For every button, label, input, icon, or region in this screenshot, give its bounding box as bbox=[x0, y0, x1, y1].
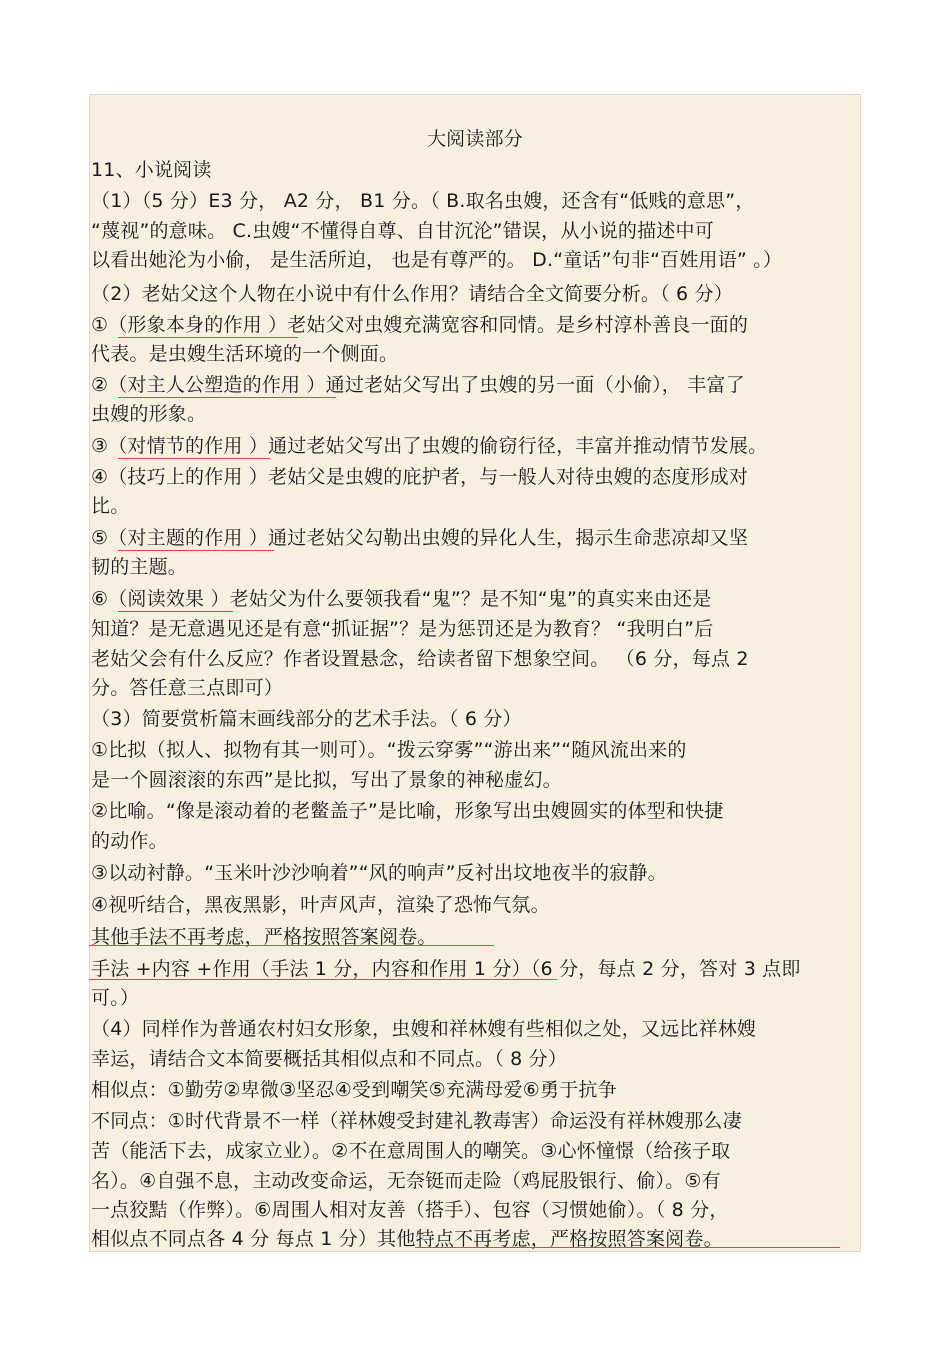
red-underline bbox=[89, 979, 557, 980]
text-line: ③（对情节的作用 ）通过老姑父写出了虫嫂的偷窃行径，丰富并推动情节发展。 bbox=[91, 435, 768, 457]
text-line: “蔑视”的意味。 C.虫嫂“不懂得自尊、自甘沉沦”错误，从小说的描述中可 bbox=[91, 220, 714, 242]
text-line: ②（对主人公塑造的作用 ）通过老姑父写出了虫嫂的另一面（小偷）， 丰富了 bbox=[91, 374, 745, 396]
text-line: 苦（能活下去，成家立业）。②不在意周围人的嘲笑。③心怀憧憬（给孩子取 bbox=[91, 1140, 731, 1162]
text-line: 是一个圆滚滚的东西”是比拟，写出了景象的神秘虚幻。 bbox=[91, 769, 562, 791]
text-line: 比。 bbox=[91, 495, 130, 517]
text-line: 名）。④自强不息，主动改变命运，无奈铤而走险（鸡屁股银行、偷）。⑤有 bbox=[91, 1170, 721, 1192]
text-line: 分。答任意三点即可） bbox=[91, 677, 284, 699]
text-line: 可。） bbox=[91, 987, 140, 1009]
text-line: 以看出她沦为小偷， 是生活所迫， 也是有尊严的。 D.“童话”句非“百姓用语” 。） bbox=[91, 249, 783, 271]
text-line: ⑥（阅读效果 ）老姑父为什么要领我看“鬼”？是不知“鬼”的真实来由还是 bbox=[91, 588, 712, 610]
question-heading: （3）简要赏析篇末画线部分的艺术手法。（ 6 分） bbox=[91, 708, 522, 730]
page-title: 大阅读部分 bbox=[426, 128, 523, 150]
text-line: ①（形象本身的作用 ）老姑父对虫嫂充满宽容和同情。是乡村淳朴善良一面的 bbox=[91, 314, 749, 336]
text-line: 一点狡黠（作弊）。⑥周围人相对友善（搭手）、包容（习惯她偷）。（ 8 分， bbox=[91, 1199, 729, 1221]
text-line: 幸运，请结合文本简要概括其相似点和不同点。（ 8 分） bbox=[91, 1048, 568, 1070]
text-line: 代表。是虫嫂生活环境的一个侧面。 bbox=[91, 343, 399, 365]
text-line: ②比喻。“像是滚动着的老鳖盖子”是比喻，形象写出虫嫂圆实的体型和快捷 bbox=[91, 800, 724, 822]
red-underline bbox=[118, 550, 274, 551]
text-line: ③以动衬静。“玉米叶沙沙响着”“风的响声”反衬出坟地夜半的寂静。 bbox=[91, 862, 667, 884]
text-line: 相似点：①勤劳②卑微③坚忍④受到嘲笑⑤充满母爱⑥勇于抗争 bbox=[91, 1079, 617, 1101]
text-line: 相似点不同点各 4 分 每点 1 分）其他特点不再考虑，严格按照答案阅卷。 bbox=[91, 1228, 723, 1250]
question-heading: （4）同样作为普通农村妇女形象，虫嫂和祥林嫂有些相似之处，又远比祥林嫂 bbox=[91, 1018, 757, 1040]
red-underline bbox=[118, 397, 336, 398]
red-underline bbox=[118, 458, 270, 459]
text-line: ⑤（对主题的作用 ）通过老姑父勾勒出虫嫂的异化人生，揭示生命悲凉却又坚 bbox=[91, 527, 749, 549]
text-line: 不同点：①时代背景不一样（祥林嫂受封建礼教毒害）命运没有祥林嫂那么凄 bbox=[91, 1110, 742, 1132]
text-line: 11、小说阅读 bbox=[91, 159, 212, 181]
text-line: 知道？是无意遇见还是有意“抓证据”？是为惩罚还是为教育？ “我明白”后 bbox=[91, 618, 714, 640]
text-line: ④视听结合，黑夜黑影，叶声风声，渲染了恐怖气氛。 bbox=[91, 894, 550, 916]
text-line: （1）（5 分）E3 分， A2 分， B1 分。（ B.取名虫嫂，还含有“低贱的意思”， bbox=[91, 190, 755, 212]
question-heading: （2）老姑父这个人物在小说中有什么作用？请结合全文简要分析。（ 6 分） bbox=[91, 283, 733, 305]
red-underline bbox=[118, 611, 233, 612]
red-underline bbox=[415, 1247, 840, 1248]
text-line: 虫嫂的形象。 bbox=[91, 403, 207, 425]
text-line: ④（技巧上的作用 ）老姑父是虫嫂的庇护者，与一般人对待虫嫂的态度形成对 bbox=[91, 466, 749, 488]
red-underline bbox=[89, 945, 494, 946]
text-line: ①比拟（拟人、拟物有其一则可）。“拨云穿雾”“游出来”“随风流出来的 bbox=[91, 739, 687, 761]
text-line: 的动作。 bbox=[91, 830, 168, 852]
text-line: 韧的主题。 bbox=[91, 556, 188, 578]
text-line: 其他手法不再考虑，严格按照答案阅卷。 bbox=[91, 926, 437, 948]
red-underline bbox=[118, 337, 298, 338]
text-line: 手法 +内容 +作用（手法 1 分，内容和作用 1 分）（6 分，每点 2 分，答对 3 点即 bbox=[91, 958, 801, 980]
text-line: 老姑父会有什么反应？作者设置悬念，给读者留下想象空间。 （6 分，每点 2 bbox=[91, 648, 749, 670]
